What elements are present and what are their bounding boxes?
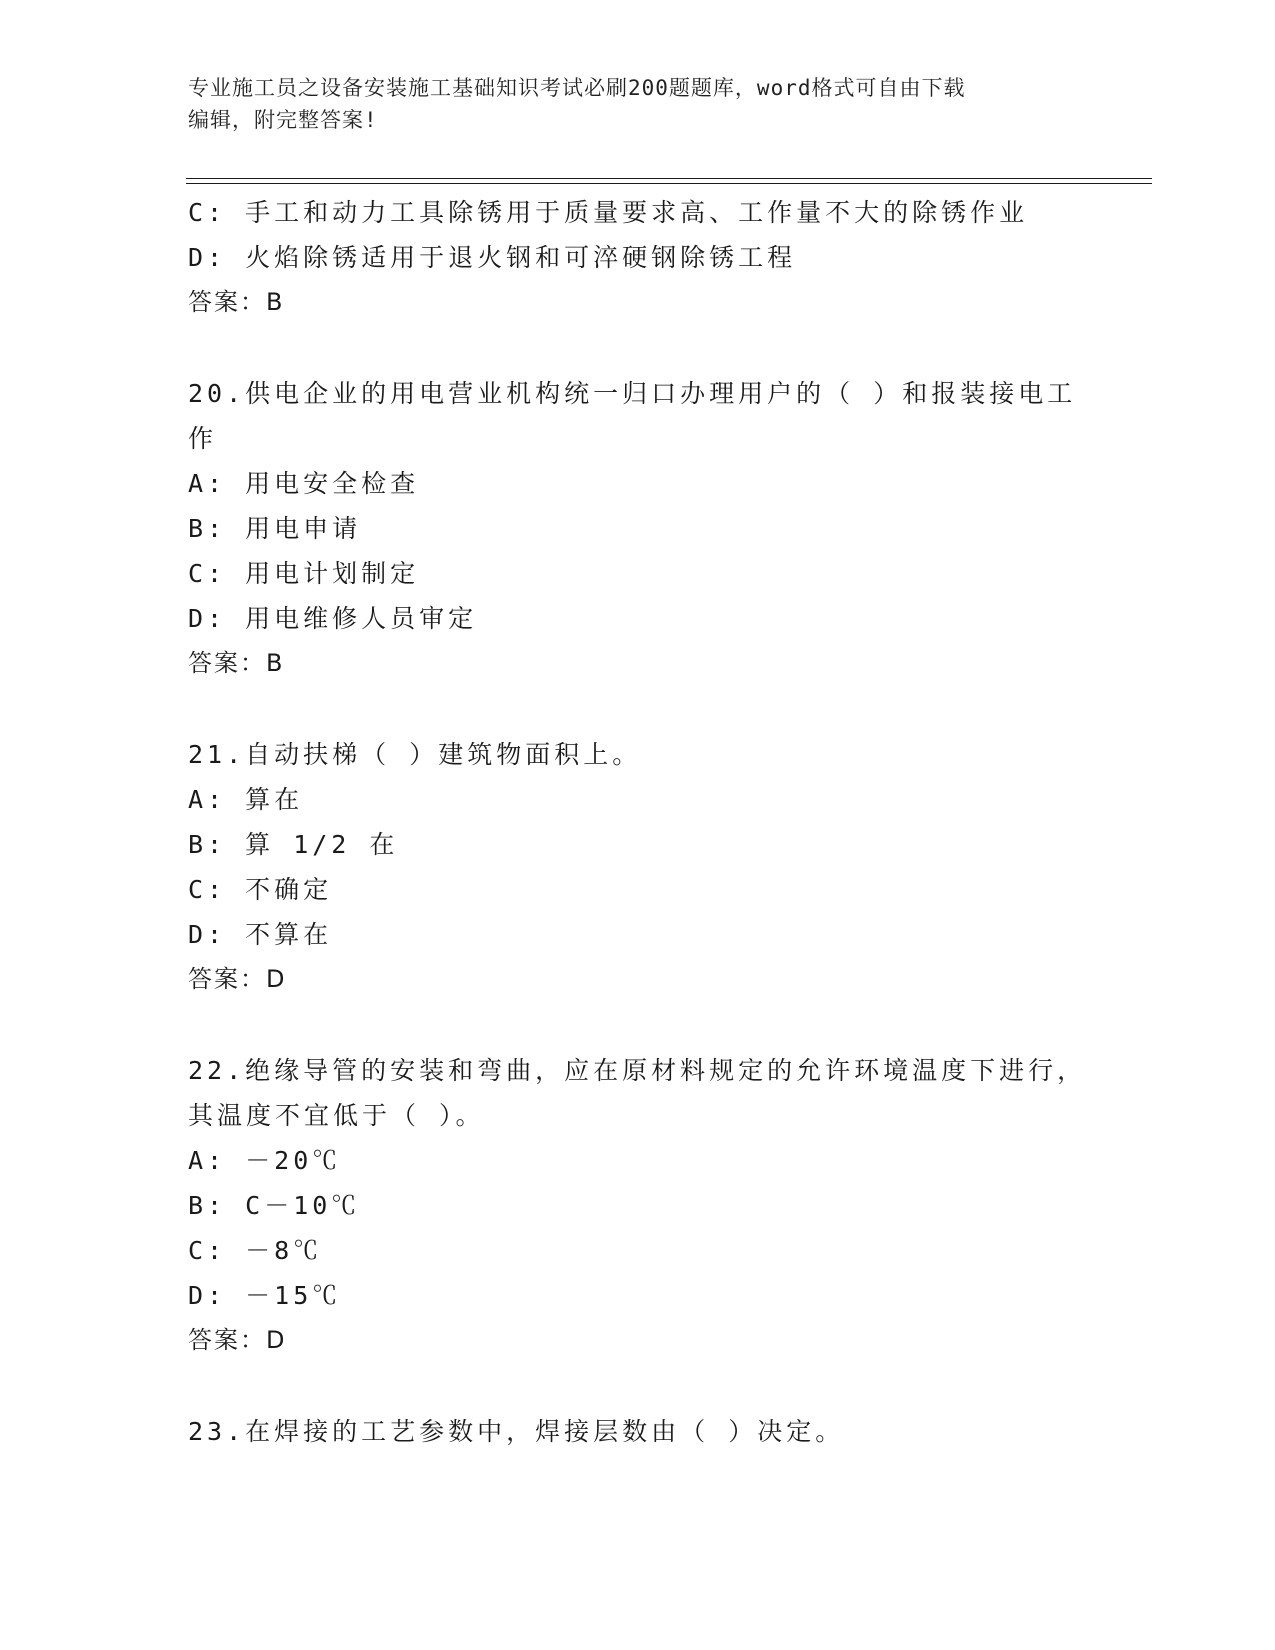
option-c: C: 不确定 — [188, 875, 333, 904]
header-title-line-2: 编辑，附完整答案! — [188, 108, 378, 132]
question-stem-continued: 其温度不宜低于（ ）。 — [188, 1101, 485, 1130]
question-22 — [188, 1048, 1088, 1363]
option-b: B: C－10℃ — [188, 1191, 361, 1220]
spacer — [188, 1363, 1088, 1409]
question-stem: 20.供电企业的用电营业机构统一归口办理用户的（ ）和报装接电工 — [188, 379, 1077, 408]
header-divider-top — [186, 178, 1152, 179]
question-list — [188, 190, 1088, 1454]
question-23 — [188, 1409, 1088, 1454]
spacer — [188, 1002, 1088, 1048]
question-stem: 22.绝缘导管的安装和弯曲，应在原材料规定的允许环境温度下进行， — [188, 1056, 1087, 1085]
option-c: C: －8℃ — [188, 1236, 323, 1265]
question-stem-continued: 作 — [188, 424, 218, 453]
option-c: C: 手工和动力工具除锈用于质量要求高、工作量不大的除锈作业 — [188, 198, 1029, 227]
option-d: D: 用电维修人员审定 — [188, 604, 478, 633]
previous-question-tail — [188, 190, 1088, 325]
question-20 — [188, 371, 1088, 686]
answer-line: 答案：D — [188, 1326, 287, 1354]
option-a: A: 算在 — [188, 785, 304, 814]
header-divider-bottom — [186, 183, 1152, 184]
option-d: D: 不算在 — [188, 920, 333, 949]
answer-line: 答案：D — [188, 965, 287, 993]
option-b: B: 用电申请 — [188, 514, 362, 543]
spacer — [188, 325, 1088, 371]
document-header — [188, 72, 1068, 136]
answer-line: 答案：B — [188, 288, 285, 316]
question-stem: 23.在焊接的工艺参数中，焊接层数由（ ）决定。 — [188, 1417, 845, 1446]
option-d: D: －15℃ — [188, 1281, 342, 1310]
option-b: B: 算 1/2 在 — [188, 830, 399, 859]
option-a: A: 用电安全检查 — [188, 469, 420, 498]
option-d: D: 火焰除锈适用于退火钢和可淬硬钢除锈工程 — [188, 243, 797, 272]
spacer — [188, 686, 1088, 732]
answer-line: 答案：B — [188, 649, 285, 677]
question-stem: 21.自动扶梯（ ）建筑物面积上。 — [188, 740, 642, 769]
header-title-line-1: 专业施工员之设备安装施工基础知识考试必刷200题题库，word格式可自由下载 — [188, 76, 966, 100]
option-c: C: 用电计划制定 — [188, 559, 420, 588]
question-21 — [188, 732, 1088, 1002]
option-a: A: －20℃ — [188, 1146, 342, 1175]
